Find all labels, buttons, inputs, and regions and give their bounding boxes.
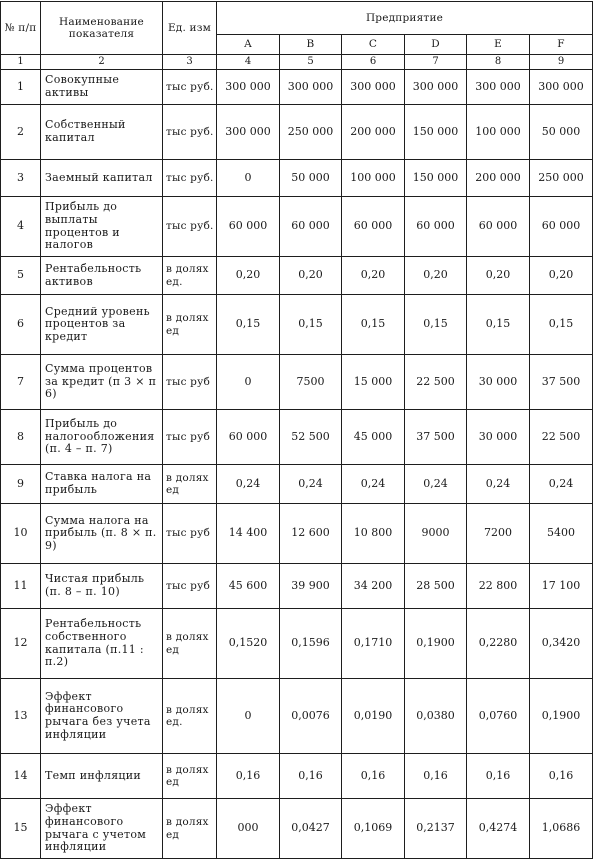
value-cell: 52 500 bbox=[280, 410, 342, 465]
value-cell: 37 500 bbox=[405, 410, 467, 465]
value-cell: 0,16 bbox=[280, 754, 342, 799]
indicator-name: Рентабельность собственного капитала (п.11 : п.2) bbox=[41, 609, 163, 679]
indicator-name: Эффект финансового рычага с учетом инфляции bbox=[41, 799, 163, 859]
row-number: 3 bbox=[1, 160, 41, 197]
table-row bbox=[1, 504, 593, 564]
indicator-name: Сумма процентов за кредит (п 3 × п 6) bbox=[41, 355, 163, 410]
value-cell: 0,24 bbox=[530, 465, 593, 504]
value-cell: 10 800 bbox=[342, 504, 405, 564]
unit-cell: в долях ед. bbox=[163, 257, 217, 295]
row-number: 13 bbox=[1, 679, 41, 754]
value-cell: 17 100 bbox=[530, 564, 593, 609]
indicator-name: Средний уровень процентов за кредит bbox=[41, 295, 163, 355]
value-cell: 000 bbox=[217, 799, 280, 859]
table-row bbox=[1, 105, 593, 160]
unit-cell: в долях ед bbox=[163, 609, 217, 679]
header-row bbox=[1, 2, 593, 35]
unit-cell: тыс руб bbox=[163, 355, 217, 410]
column-number-row bbox=[1, 55, 593, 70]
header-enterprise-a: A bbox=[217, 35, 280, 55]
value-cell: 0,16 bbox=[405, 754, 467, 799]
row-number: 7 bbox=[1, 355, 41, 410]
table-row bbox=[1, 465, 593, 504]
value-cell: 0,0380 bbox=[405, 679, 467, 754]
value-cell: 0 bbox=[217, 355, 280, 410]
value-cell: 100 000 bbox=[342, 160, 405, 197]
table-row bbox=[1, 355, 593, 410]
value-cell: 22 500 bbox=[530, 410, 593, 465]
value-cell: 34 200 bbox=[342, 564, 405, 609]
row-number: 15 bbox=[1, 799, 41, 859]
table-row bbox=[1, 160, 593, 197]
value-cell: 0,15 bbox=[405, 295, 467, 355]
header-enterprise-e: E bbox=[467, 35, 530, 55]
value-cell: 7200 bbox=[467, 504, 530, 564]
value-cell: 60 000 bbox=[217, 197, 280, 257]
value-cell: 0,20 bbox=[405, 257, 467, 295]
value-cell: 0,15 bbox=[217, 295, 280, 355]
table-row bbox=[1, 609, 593, 679]
value-cell: 0,16 bbox=[217, 754, 280, 799]
unit-cell: тыс руб bbox=[163, 564, 217, 609]
row-number: 6 bbox=[1, 295, 41, 355]
value-cell: 0,0427 bbox=[280, 799, 342, 859]
table-row bbox=[1, 754, 593, 799]
value-cell: 0,16 bbox=[342, 754, 405, 799]
indicator-name: Рентабельность активов bbox=[41, 257, 163, 295]
value-cell: 0,16 bbox=[467, 754, 530, 799]
value-cell: 0,20 bbox=[280, 257, 342, 295]
value-cell: 30 000 bbox=[467, 355, 530, 410]
column-number: 3 bbox=[163, 55, 217, 70]
value-cell: 60 000 bbox=[217, 410, 280, 465]
value-cell: 60 000 bbox=[342, 197, 405, 257]
table-body bbox=[1, 2, 593, 859]
financial-leverage-table bbox=[0, 1, 593, 859]
value-cell: 60 000 bbox=[280, 197, 342, 257]
indicator-name: Сумма налога на прибыль (п. 8 × п. 9) bbox=[41, 504, 163, 564]
table-row bbox=[1, 295, 593, 355]
column-number: 2 bbox=[41, 55, 163, 70]
value-cell: 300 000 bbox=[280, 70, 342, 105]
value-cell: 300 000 bbox=[342, 70, 405, 105]
unit-cell: тыс руб. bbox=[163, 70, 217, 105]
value-cell: 12 600 bbox=[280, 504, 342, 564]
row-number: 14 bbox=[1, 754, 41, 799]
value-cell: 37 500 bbox=[530, 355, 593, 410]
value-cell: 0,20 bbox=[467, 257, 530, 295]
value-cell: 0,2280 bbox=[467, 609, 530, 679]
row-number: 4 bbox=[1, 197, 41, 257]
column-number: 9 bbox=[530, 55, 593, 70]
value-cell: 0,15 bbox=[280, 295, 342, 355]
value-cell: 39 900 bbox=[280, 564, 342, 609]
value-cell: 50 000 bbox=[530, 105, 593, 160]
header-unit: Ед. изм bbox=[163, 2, 217, 55]
value-cell: 60 000 bbox=[405, 197, 467, 257]
unit-cell: тыс руб bbox=[163, 410, 217, 465]
value-cell: 0,15 bbox=[530, 295, 593, 355]
indicator-name: Прибыль до выплаты процентов и налогов bbox=[41, 197, 163, 257]
value-cell: 0,24 bbox=[467, 465, 530, 504]
indicator-name: Собственный капитал bbox=[41, 105, 163, 160]
value-cell: 150 000 bbox=[405, 105, 467, 160]
row-number: 1 bbox=[1, 70, 41, 105]
value-cell: 100 000 bbox=[467, 105, 530, 160]
value-cell: 250 000 bbox=[280, 105, 342, 160]
value-cell: 200 000 bbox=[342, 105, 405, 160]
column-number: 8 bbox=[467, 55, 530, 70]
value-cell: 0,2137 bbox=[405, 799, 467, 859]
value-cell: 0,1596 bbox=[280, 609, 342, 679]
value-cell: 300 000 bbox=[217, 105, 280, 160]
unit-cell: тыс руб. bbox=[163, 197, 217, 257]
value-cell: 0,24 bbox=[217, 465, 280, 504]
value-cell: 0 bbox=[217, 160, 280, 197]
value-cell: 45 600 bbox=[217, 564, 280, 609]
indicator-name: Темп инфляции bbox=[41, 754, 163, 799]
header-enterprise: Предприятие bbox=[217, 2, 593, 35]
unit-cell: в долях ед bbox=[163, 754, 217, 799]
value-cell: 0,20 bbox=[217, 257, 280, 295]
value-cell: 0,20 bbox=[530, 257, 593, 295]
value-cell: 0,15 bbox=[467, 295, 530, 355]
header-num: № п/п bbox=[1, 2, 41, 55]
value-cell: 0,1710 bbox=[342, 609, 405, 679]
value-cell: 250 000 bbox=[530, 160, 593, 197]
value-cell: 0,24 bbox=[342, 465, 405, 504]
table-row bbox=[1, 197, 593, 257]
row-number: 9 bbox=[1, 465, 41, 504]
column-number: 7 bbox=[405, 55, 467, 70]
column-number: 4 bbox=[217, 55, 280, 70]
value-cell: 0,1900 bbox=[405, 609, 467, 679]
value-cell: 22 800 bbox=[467, 564, 530, 609]
row-number: 8 bbox=[1, 410, 41, 465]
value-cell: 22 500 bbox=[405, 355, 467, 410]
table-row bbox=[1, 70, 593, 105]
value-cell: 300 000 bbox=[530, 70, 593, 105]
indicator-name: Ставка налога на прибыль bbox=[41, 465, 163, 504]
value-cell: 60 000 bbox=[467, 197, 530, 257]
column-number: 1 bbox=[1, 55, 41, 70]
value-cell: 0,15 bbox=[342, 295, 405, 355]
value-cell: 0,24 bbox=[280, 465, 342, 504]
value-cell: 0,1520 bbox=[217, 609, 280, 679]
value-cell: 0,1900 bbox=[530, 679, 593, 754]
value-cell: 0,16 bbox=[530, 754, 593, 799]
value-cell: 0,4274 bbox=[467, 799, 530, 859]
header-name: Наименование показателя bbox=[41, 2, 163, 55]
header-enterprise-f: F bbox=[530, 35, 593, 55]
value-cell: 300 000 bbox=[217, 70, 280, 105]
unit-cell: в долях ед. bbox=[163, 679, 217, 754]
value-cell: 0,20 bbox=[342, 257, 405, 295]
table-row bbox=[1, 799, 593, 859]
value-cell: 7500 bbox=[280, 355, 342, 410]
value-cell: 50 000 bbox=[280, 160, 342, 197]
indicator-name: Эффект финансового рычага без учета инфляции bbox=[41, 679, 163, 754]
header-enterprise-d: D bbox=[405, 35, 467, 55]
indicator-name: Заемный капитал bbox=[41, 160, 163, 197]
value-cell: 60 000 bbox=[530, 197, 593, 257]
value-cell: 0,0076 bbox=[280, 679, 342, 754]
indicator-name: Прибыль до налогообложения (п. 4 – п. 7) bbox=[41, 410, 163, 465]
value-cell: 0,3420 bbox=[530, 609, 593, 679]
indicator-name: Чистая прибыль (п. 8 – п. 10) bbox=[41, 564, 163, 609]
value-cell: 200 000 bbox=[467, 160, 530, 197]
value-cell: 0,0760 bbox=[467, 679, 530, 754]
unit-cell: тыс руб. bbox=[163, 105, 217, 160]
row-number: 5 bbox=[1, 257, 41, 295]
table-row bbox=[1, 564, 593, 609]
value-cell: 0,0190 bbox=[342, 679, 405, 754]
unit-cell: в долях ед bbox=[163, 799, 217, 859]
column-number: 5 bbox=[280, 55, 342, 70]
table-row bbox=[1, 410, 593, 465]
value-cell: 9000 bbox=[405, 504, 467, 564]
value-cell: 0,1069 bbox=[342, 799, 405, 859]
column-number: 6 bbox=[342, 55, 405, 70]
value-cell: 300 000 bbox=[467, 70, 530, 105]
row-number: 10 bbox=[1, 504, 41, 564]
row-number: 11 bbox=[1, 564, 41, 609]
value-cell: 14 400 bbox=[217, 504, 280, 564]
value-cell: 0 bbox=[217, 679, 280, 754]
unit-cell: тыс руб bbox=[163, 504, 217, 564]
value-cell: 1,0686 bbox=[530, 799, 593, 859]
header-enterprise-c: C bbox=[342, 35, 405, 55]
value-cell: 45 000 bbox=[342, 410, 405, 465]
value-cell: 0,24 bbox=[405, 465, 467, 504]
value-cell: 5400 bbox=[530, 504, 593, 564]
row-number: 12 bbox=[1, 609, 41, 679]
row-number: 2 bbox=[1, 105, 41, 160]
table-row bbox=[1, 257, 593, 295]
unit-cell: тыс руб. bbox=[163, 160, 217, 197]
header-enterprise-b: B bbox=[280, 35, 342, 55]
indicator-name: Совокупные активы bbox=[41, 70, 163, 105]
value-cell: 300 000 bbox=[405, 70, 467, 105]
value-cell: 150 000 bbox=[405, 160, 467, 197]
table-row bbox=[1, 679, 593, 754]
value-cell: 30 000 bbox=[467, 410, 530, 465]
value-cell: 28 500 bbox=[405, 564, 467, 609]
unit-cell: в долях ед bbox=[163, 295, 217, 355]
unit-cell: в долях ед bbox=[163, 465, 217, 504]
value-cell: 15 000 bbox=[342, 355, 405, 410]
